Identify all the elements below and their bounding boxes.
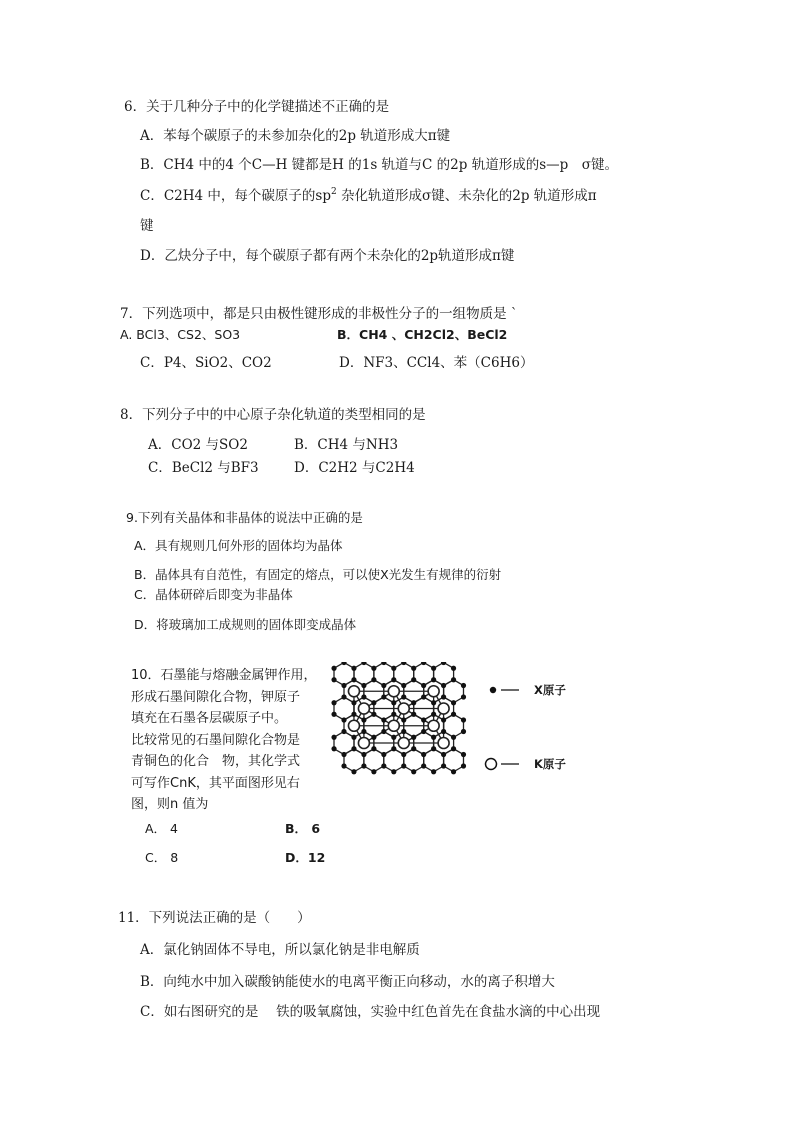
q7-option-c: C．P4、SiO2、CO2 xyxy=(140,355,272,371)
q10-stem-line: 比较常见的石墨间隙化合物是 xyxy=(131,732,301,748)
carbon-atom xyxy=(371,735,376,740)
hexagon-ring xyxy=(364,749,384,772)
carbon-atom xyxy=(341,763,346,768)
q6-option-b: B．CH4 中的4 个C—H 键都是H 的1s 轨道与C 的2p 轨道形成的s—p σ键。 xyxy=(140,157,618,173)
carbon-atom xyxy=(371,712,376,717)
carbon-atom xyxy=(401,763,406,768)
carbon-atom xyxy=(391,769,396,774)
carbon-atom xyxy=(431,712,436,717)
carbon-atom xyxy=(421,694,426,699)
carbon-atom xyxy=(371,769,376,774)
carbon-atom xyxy=(451,712,456,717)
carbon-atom xyxy=(451,700,456,705)
carbon-atom xyxy=(371,700,376,705)
graphite-lattice-figure xyxy=(330,662,470,812)
k-atom xyxy=(348,720,359,731)
carbon-atom xyxy=(421,752,426,757)
carbon-atom xyxy=(391,735,396,740)
q10-stem xyxy=(131,665,331,816)
carbon-atom xyxy=(401,683,406,688)
carbon-atom xyxy=(361,763,366,768)
q10-stem-line: 青铜色的化合 物，其化学式 xyxy=(131,754,301,769)
q11-option-c: C．如右图研究的是 铁的吸氧腐蚀，实验中红色首先在食盐水滴的中心出现 xyxy=(140,1004,601,1020)
carbon-atom xyxy=(441,729,446,734)
carbon-atom xyxy=(381,683,386,688)
carbon-atom xyxy=(421,763,426,768)
carbon-atom xyxy=(371,746,376,751)
carbon-atom xyxy=(411,769,416,774)
q6-option-c-cont: 键 xyxy=(140,218,154,234)
q11-stem: 11．下列说法正确的是（ ） xyxy=(118,910,311,926)
carbon-atom xyxy=(361,752,366,757)
carbon-atom xyxy=(411,746,416,751)
k-atom xyxy=(388,720,399,731)
carbon-atom xyxy=(421,662,426,665)
q8-option-a: A．CO2 与SO2 xyxy=(148,437,248,453)
q7-option-a: A. BCl3、CS2、SO3 xyxy=(120,327,241,342)
carbon-atom xyxy=(351,700,356,705)
carbon-atom xyxy=(411,677,416,682)
carbon-atom xyxy=(451,746,456,751)
carbon-atom xyxy=(391,746,396,751)
q10-option-c: C． 8 xyxy=(145,850,179,865)
carbon-atom xyxy=(341,694,346,699)
q8-option-d: D．C2H2 与C2H4 xyxy=(294,460,415,476)
carbon-atom xyxy=(391,677,396,682)
carbon-atom xyxy=(401,717,406,722)
carbon-atom xyxy=(351,677,356,682)
hexagon-ring xyxy=(384,749,404,772)
x-atom-legend-symbol xyxy=(487,683,527,697)
carbon-atom xyxy=(341,717,346,722)
carbon-atom xyxy=(461,717,466,722)
carbon-atom xyxy=(451,677,456,682)
carbon-atom xyxy=(331,700,336,705)
k-atom xyxy=(428,686,439,697)
carbon-atom xyxy=(451,666,456,671)
carbon-atom xyxy=(411,712,416,717)
q7-option-b: B．CH4 、CH2Cl2、BeCl2 xyxy=(337,327,508,342)
q7-stem: 7．下列选项中，都是只由极性键形成的非极性分子的一组物质是 ` xyxy=(120,306,518,322)
carbon-atom xyxy=(441,752,446,757)
carbon-atom xyxy=(341,662,346,665)
carbon-atom xyxy=(421,717,426,722)
q6-option-a: A．苯每个碳原子的未参加杂化的2p 轨道形成大π键 xyxy=(140,128,451,144)
q9-option-d: D．将玻璃加工成规则的固体即变成晶体 xyxy=(134,617,357,632)
q10-option-d: D．12 xyxy=(285,850,326,865)
k-atom xyxy=(398,703,409,714)
carbon-atom xyxy=(341,752,346,757)
q10-option-a: A． 4 xyxy=(145,821,178,836)
carbon-atom xyxy=(381,763,386,768)
k-atom xyxy=(388,686,399,697)
q9-option-a: A．具有规则几何外形的固体均为晶体 xyxy=(134,538,343,553)
k-atom xyxy=(438,738,449,749)
carbon-atom xyxy=(441,662,446,665)
q11-option-b: B．向纯水中加入碳酸钠能使水的电离平衡正向移动，水的离子积增大 xyxy=(140,974,555,990)
carbon-atom xyxy=(381,694,386,699)
carbon-atom xyxy=(401,729,406,734)
carbon-atom xyxy=(331,746,336,751)
carbon-atom xyxy=(431,677,436,682)
carbon-atom xyxy=(361,662,366,665)
carbon-atom xyxy=(441,694,446,699)
q10-stem-line: 可写作CnK，其平面图形见右 xyxy=(131,775,300,791)
q10-stem-line: 10．石墨能与熔融金属钾作用， xyxy=(131,668,317,683)
carbon-atom xyxy=(351,746,356,751)
carbon-atom xyxy=(351,712,356,717)
carbon-atom xyxy=(361,729,366,734)
carbon-atom xyxy=(351,666,356,671)
k-atom xyxy=(438,703,449,714)
q6-option-c-pre: C．C2H4 中，每个碳原子的sp xyxy=(140,188,331,204)
q6-stem: 6．关于几种分子中的化学键描述不正确的是 xyxy=(124,99,390,115)
carbon-atom xyxy=(461,729,466,734)
k-atom xyxy=(358,738,369,749)
q6-option-c xyxy=(140,187,597,205)
hexagon-ring xyxy=(404,749,424,772)
k-atom xyxy=(348,686,359,697)
carbon-atom xyxy=(411,700,416,705)
q6-option-d: D．乙炔分子中，每个碳原子都有两个未杂化的2p轨道形成π键 xyxy=(140,248,515,264)
carbon-atom xyxy=(411,666,416,671)
carbon-atom xyxy=(451,735,456,740)
carbon-atom xyxy=(341,683,346,688)
carbon-atom xyxy=(371,677,376,682)
carbon-atom xyxy=(431,769,436,774)
carbon-atom xyxy=(361,683,366,688)
carbon-atom xyxy=(461,763,466,768)
k-atom xyxy=(398,738,409,749)
carbon-atom xyxy=(441,763,446,768)
carbon-atom xyxy=(441,683,446,688)
q8-stem: 8．下列分子中的中心原子杂化轨道的类型相同的是 xyxy=(120,407,426,423)
carbon-atom xyxy=(391,700,396,705)
carbon-atom xyxy=(451,769,456,774)
k-atom xyxy=(358,703,369,714)
q10-stem-line: 形成石墨间隙化合物，钾原子 xyxy=(131,689,301,705)
carbon-atom xyxy=(401,752,406,757)
x-atom-legend-label: X原子 xyxy=(534,683,566,697)
carbon-atom xyxy=(351,769,356,774)
q6-option-c-sup: 2 xyxy=(330,187,337,197)
carbon-atom xyxy=(461,683,466,688)
q9-stem: 9.下列有关晶体和非晶体的说法中正确的是 xyxy=(126,510,363,525)
carbon-atom xyxy=(431,735,436,740)
carbon-atom xyxy=(461,752,466,757)
carbon-atom xyxy=(331,735,336,740)
carbon-atom xyxy=(441,717,446,722)
carbon-atom xyxy=(421,729,426,734)
carbon-atom xyxy=(401,694,406,699)
carbon-atom xyxy=(381,662,386,665)
carbon-atom xyxy=(331,677,336,682)
q11-option-a: A．氯化钠固体不导电，所以氯化钠是非电解质 xyxy=(140,942,420,958)
carbon-atom xyxy=(341,729,346,734)
q10-stem-line: 图，则n 值为 xyxy=(131,797,209,812)
carbon-atom xyxy=(371,666,376,671)
carbon-atom xyxy=(461,694,466,699)
carbon-atom xyxy=(361,694,366,699)
carbon-atom xyxy=(401,662,406,665)
q9-option-b: B．晶体具有自范性，有固定的熔点，可以使X光发生有规律的衍射 xyxy=(134,567,502,582)
hexagon-ring xyxy=(444,749,464,772)
carbon-atom xyxy=(391,712,396,717)
carbon-atom xyxy=(411,735,416,740)
k-atom-legend-symbol xyxy=(483,756,527,772)
k-atom xyxy=(428,720,439,731)
hexagon-ring xyxy=(344,749,364,772)
q9-option-c: C．晶体研碎后即变为非晶体 xyxy=(134,587,293,602)
q8-option-b: B．CH4 与NH3 xyxy=(294,437,399,453)
carbon-atom xyxy=(431,666,436,671)
q10-stem-line: 填充在石墨各层碳原子中。 xyxy=(131,711,288,726)
k-atom-legend-label: K原子 xyxy=(534,757,566,771)
carbon-atom xyxy=(381,752,386,757)
carbon-atom xyxy=(431,746,436,751)
carbon-atom xyxy=(331,666,336,671)
q7-option-d: D．NF3、CCl4、苯（C6H6） xyxy=(339,355,534,371)
carbon-atom xyxy=(381,717,386,722)
q10-option-b: B． 6 xyxy=(285,821,321,836)
hexagon-ring xyxy=(424,749,444,772)
carbon-atom xyxy=(421,683,426,688)
carbon-atom xyxy=(391,666,396,671)
carbon-atom xyxy=(361,717,366,722)
carbon-atom xyxy=(351,735,356,740)
carbon-atom xyxy=(331,712,336,717)
carbon-atom xyxy=(381,729,386,734)
carbon-atom xyxy=(431,700,436,705)
q6-option-c-post: 杂化轨道形成σ键、未杂化的2p 轨道形成π xyxy=(336,188,597,204)
q8-option-c: C．BeCl2 与BF3 xyxy=(148,460,259,476)
